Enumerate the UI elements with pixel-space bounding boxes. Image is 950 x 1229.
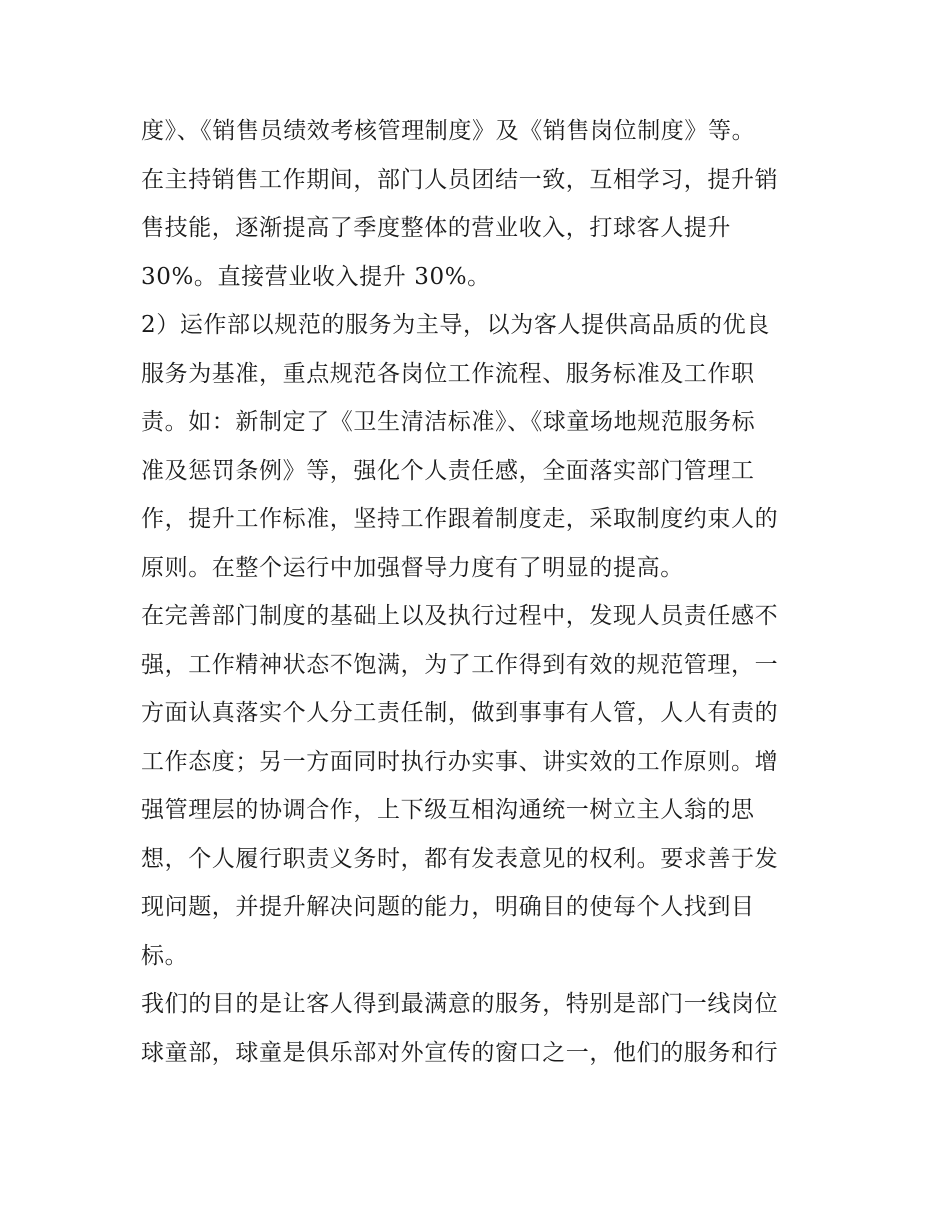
- text-line: 球童部，球童是俱乐部对外宣传的窗口之一，他们的服务和行: [141, 1039, 779, 1066]
- text-line: 售技能，逐渐提高了季度整体的营业收入，打球客人提升: [141, 215, 731, 241]
- text-line: 2）运作部以规范的服务为主导，以为客人提供高品质的优良: [141, 312, 770, 338]
- document-page: [141, 107, 813, 1077]
- text-line: 服务为基准，重点规范各岗位工作流程、服务标准及工作职: [141, 360, 755, 387]
- text-line: 现问题，并提升解决问题的能力，明确目的使每个人找到目: [141, 894, 755, 920]
- text-line: 原则。在整个运行中加强督导力度有了明显的提高。: [141, 554, 684, 581]
- text-line: 工作态度；另一方面同时执行办实事、讲实效的工作原则。增: [141, 748, 779, 775]
- text-line: 在完善部门制度的基础上以及执行过程中，发现人员责任感不: [141, 603, 779, 629]
- text-line: 准及惩罚条例》等，强化个人责任感，全面落实部门管理工: [141, 457, 755, 484]
- text-line: 想，个人履行职责义务时，都有发表意见的权利。要求善于发: [141, 845, 779, 872]
- text-line: 在主持销售工作期间，部门人员团结一致，互相学习，提升销: [141, 166, 779, 193]
- text-line: 30%。直接营业收入提升 30%。: [141, 263, 491, 290]
- text-line: 标。: [141, 942, 189, 969]
- text-line: 强，工作精神状态不饱满，为了工作得到有效的规范管理，一: [141, 651, 779, 678]
- text-line: 方面认真落实个人分工责任制，做到事事有人管，人人有责的: [141, 700, 779, 726]
- text-line: 我们的目的是让客人得到最满意的服务，特别是部门一线岗位: [141, 991, 779, 1017]
- text-line: 强管理层的协调合作，上下级互相沟通统一树立主人翁的思: [141, 797, 755, 823]
- text-line: 度》、《销售员绩效考核管理制度》及《销售岗位制度》等。: [141, 118, 756, 144]
- text-line: 作，提升工作标准，坚持工作跟着制度走，采取制度约束人的: [141, 506, 779, 532]
- text-line: 责。如：新制定了《卫生清洁标准》、《球童场地规范服务标: [141, 409, 756, 435]
